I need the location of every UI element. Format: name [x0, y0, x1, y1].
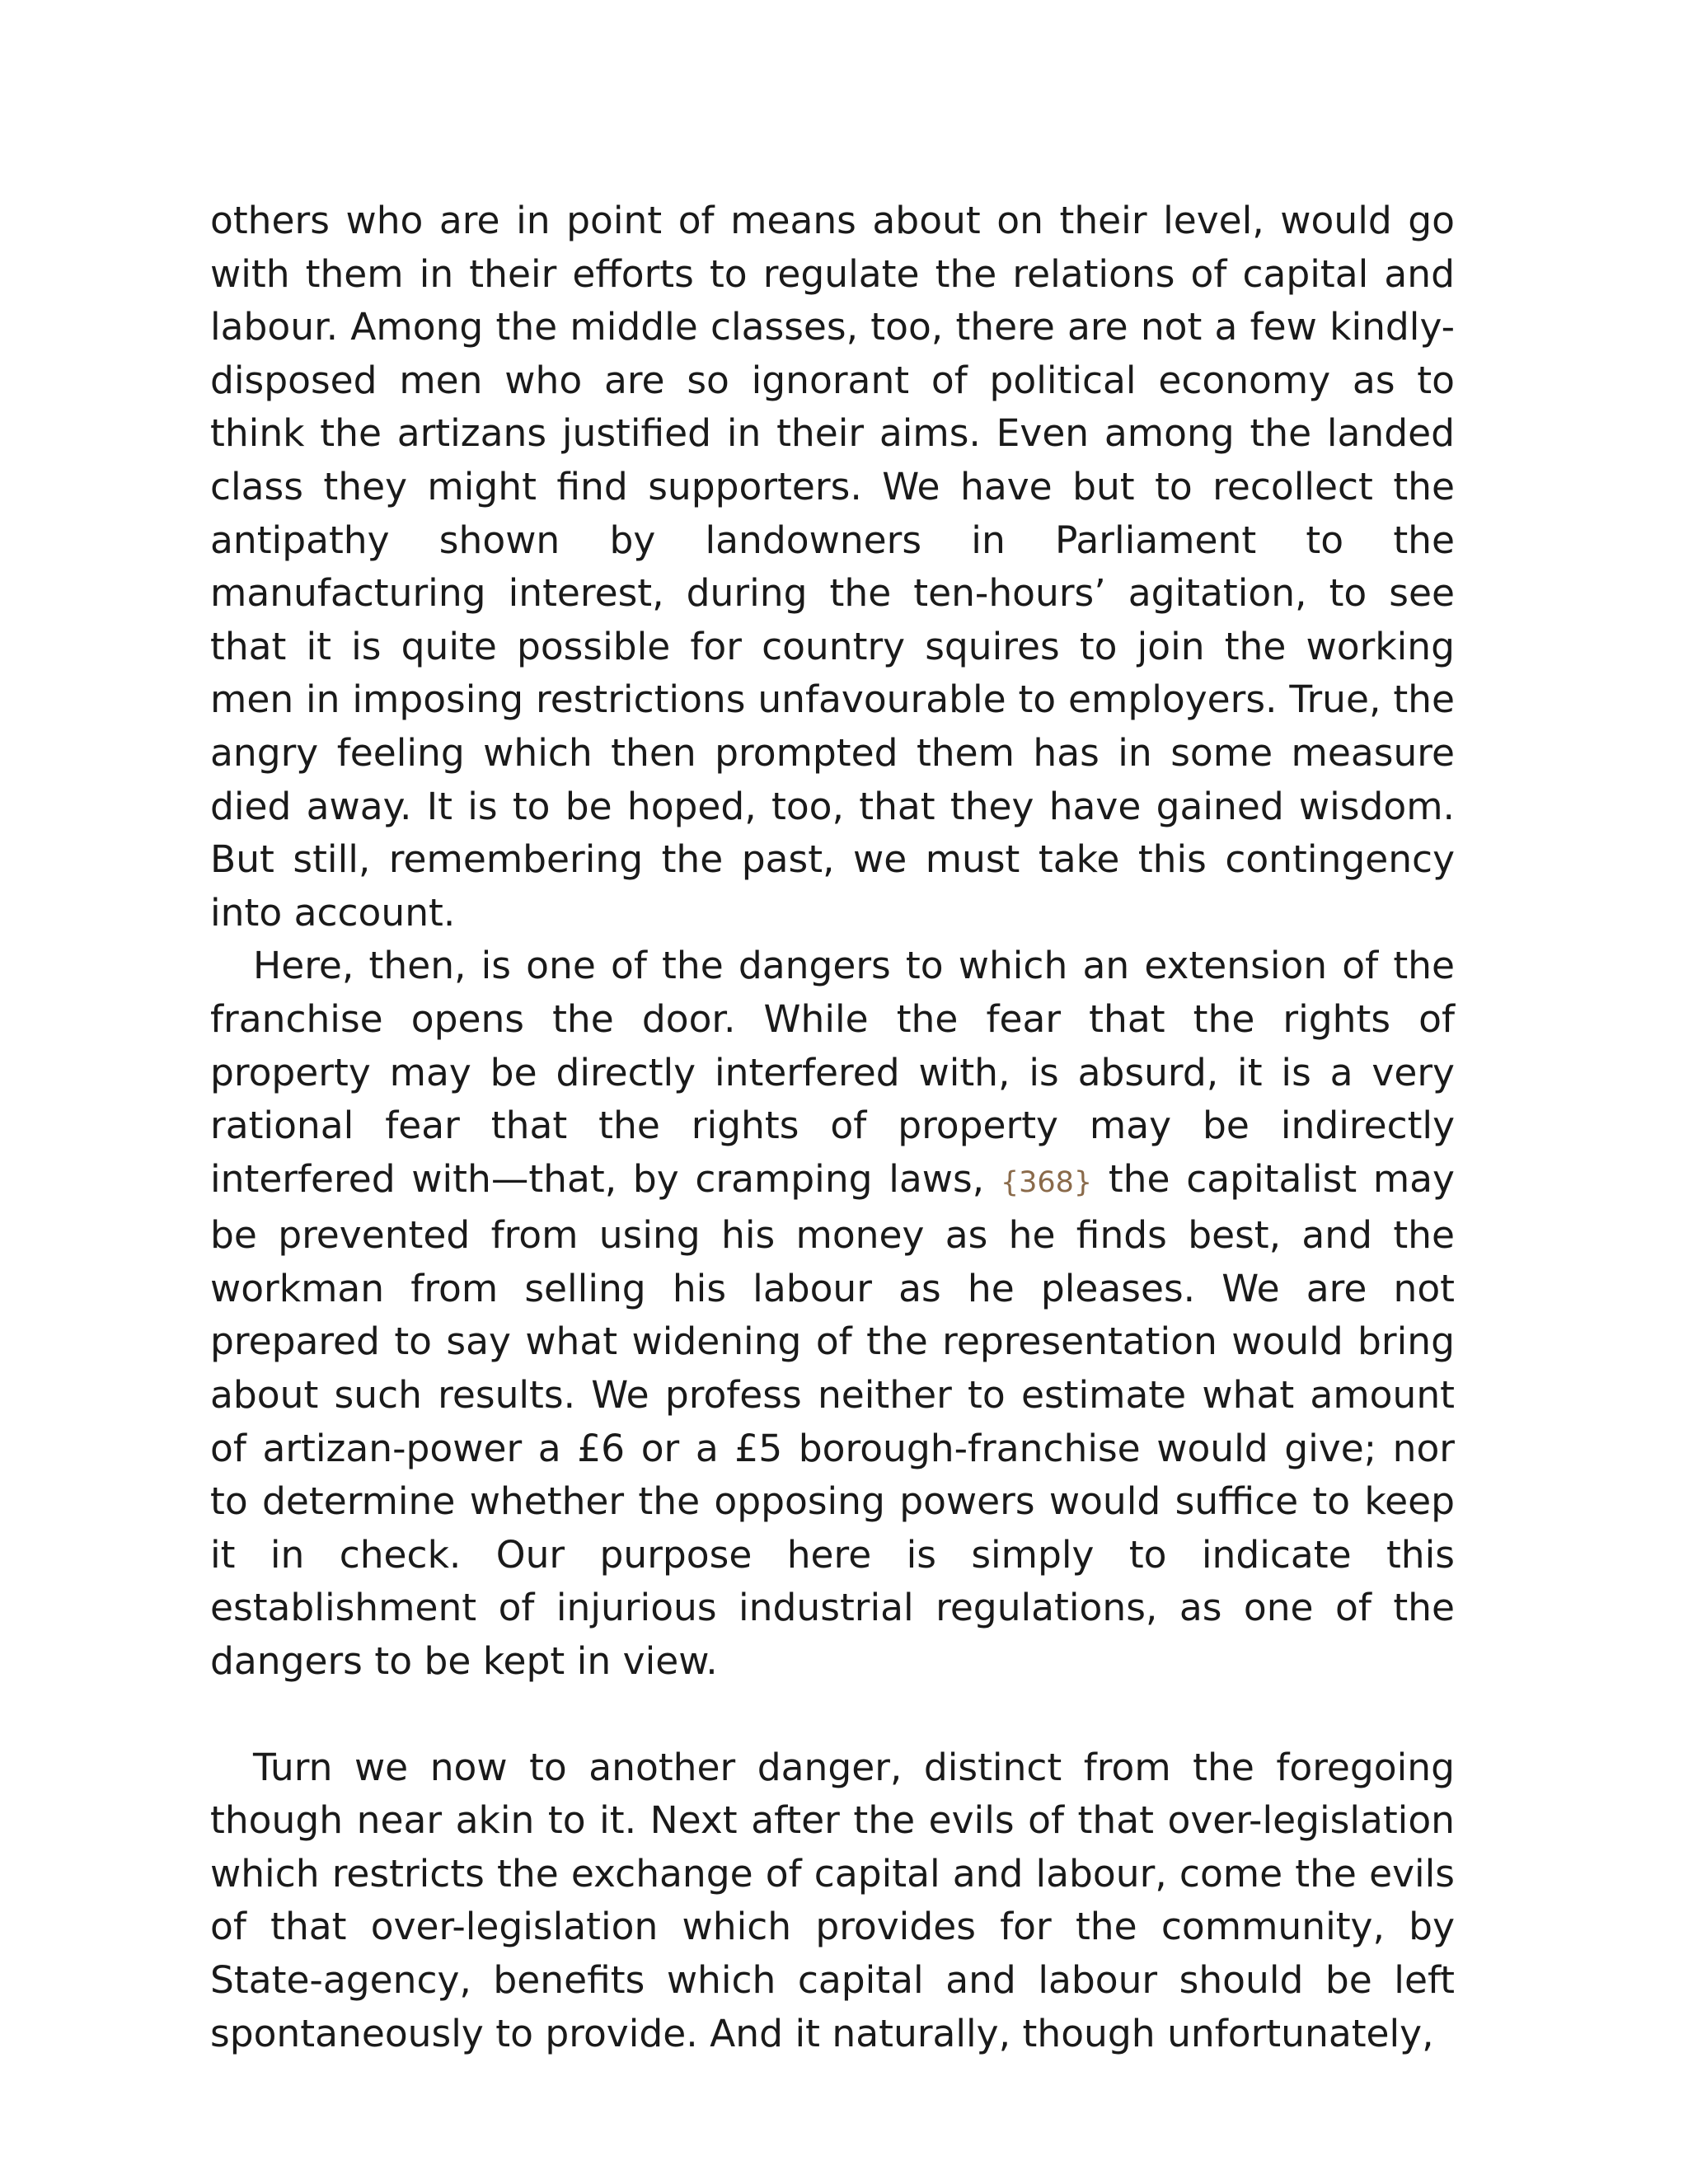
- paragraph-franchise-danger: [210, 940, 1455, 1688]
- paragraph-another-danger: Turn we now to another danger, distinct from the foregoing though near akin to it. Next after the evils of that over-legislation which restricts the exchange of capital and labour, come the evils of that over-legislation which provides for the community, by State-agency, benefits which capital and labour should be left spontaneously to provide. And it naturally, though unfortunately,: [210, 1745, 1455, 2055]
- paragraph-continuation: others who are in point of means about on their level, would go with them in their efforts to regulate the relations of capital and labour. Among the middle classes, too, there are not a few kindly-disposed men who are so ignorant of political economy as to think the artizans justified in their aims. Even among the landed class they might find supporters. We have but to recollect the antipathy shown by landowners in Parliament to the manufacturing interest, during the ten-hours’ agitation, to see that it is quite possible for country squires to join the working men in imposing restrictions unfavourable to employers. True, the angry feeling which then prompted them has in some measure died away. It is to be hoped, too, that they have gained wisdom. But still, remembering the past, we must take this contingency into account.: [210, 199, 1455, 935]
- paragraph-text-after-page-number: the capitalist may be prevented from using his money as he finds best, and the workman from selling his labour as he pleases. We are not prepared to say what widening of the representation would bring about such results. We profess neither to estimate what amount of artizan-power a £6 or a £5 borough-franchise would give; nor to determine whether the opposing powers would suffice to keep it in check. Our purpose here is simply to indicate this establishment of injurious industrial regulations, as one of the dangers to be kept in view.: [210, 1156, 1455, 1684]
- document-page: [210, 194, 1455, 2060]
- page-number-marker: {368}: [1000, 1165, 1093, 1199]
- paragraph-text-before-page-number: Here, then, is one of the dangers to which an extension of the franchise opens the door. While the fear that the rights of property may be directly interfered with, is absurd, it is a very rational fear that the rights of property may be indirectly interfered with—that, by cramping laws,: [210, 944, 1455, 1201]
